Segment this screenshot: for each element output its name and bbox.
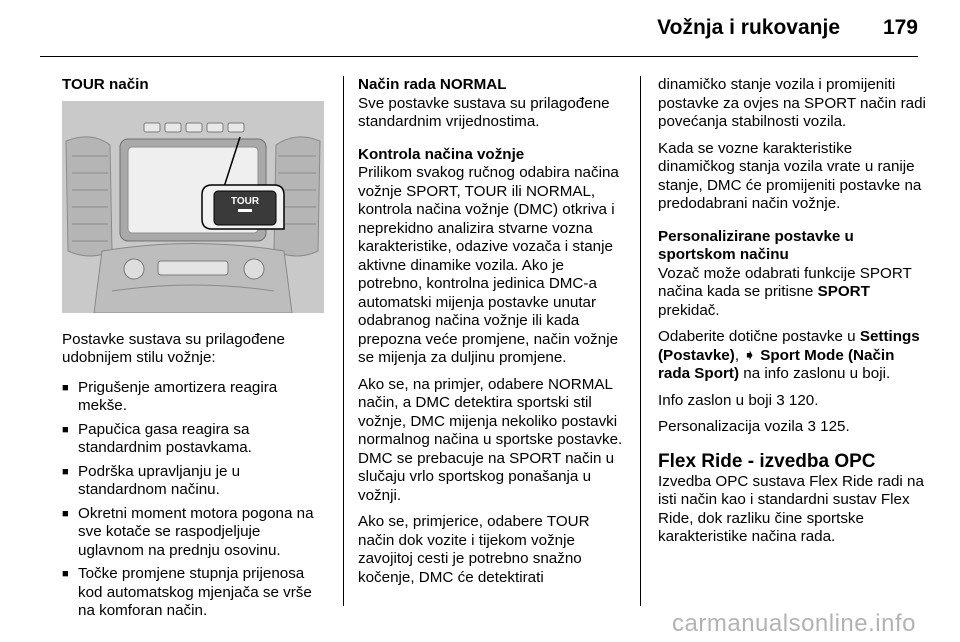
column-3 bbox=[658, 76, 926, 555]
tour-button-label: TOUR bbox=[230, 195, 260, 207]
page-number: 179 bbox=[882, 16, 918, 39]
personal-text: Vozač može odabrati funkcije SPORT načina kada se pritisne SPORT prekidač. bbox=[658, 264, 912, 319]
section-heading-control: Kontrola načina vožnje bbox=[358, 145, 525, 163]
info-reference: Info zaslon u boji 3 120. bbox=[658, 391, 819, 409]
page-reference-icon: 3 bbox=[807, 418, 816, 435]
sport-label: SPORT bbox=[817, 283, 870, 300]
control-para-3: Ako se, primjerice, odabere TOUR način dok vozite i tijekom vožnje zavojitoj cesti je potrebno snažno kočenje, DMC će detektirati bbox=[358, 513, 590, 586]
control-para-2: Ako se, na primjer, odabere NORMAL način, a DMC detektira sportski stil vožnje, DMC mijenja nekoliko postavki normalnog načina u sportske postavke. DMC se prebacuje na SPORT način u slučaju vrlo sportskog ponašanja u vožnji. bbox=[358, 375, 623, 504]
dashboard-illustration bbox=[62, 101, 324, 313]
watermark: carmanualsonline.info bbox=[672, 610, 916, 637]
arrow-icon: ➧ bbox=[743, 346, 757, 364]
dmc-para-1: dinamičko stanje vozila i promijeniti postavke za ovjes na SPORT način radi povećanja stabilnosti vozila. bbox=[658, 76, 926, 130]
normal-text: Sve postavke sustava su prilagođene standardnim vrijednostima. bbox=[358, 94, 610, 130]
list-item: ■ Papučica gasa reagira sa standardnim postavkama. bbox=[62, 421, 330, 458]
section-heading-normal: Način rada NORMAL bbox=[358, 76, 507, 93]
column-1 bbox=[62, 76, 330, 626]
section-heading-personal: Personalizirane postavke u sportskom načinu bbox=[658, 227, 854, 263]
page-header bbox=[0, 0, 960, 52]
page-reference-icon: 3 bbox=[776, 391, 785, 409]
header-divider bbox=[40, 56, 918, 57]
list-item: ■ Prigušenje amortizera reagira mekše. bbox=[62, 379, 330, 416]
flex-text: Izvedba OPC sustava Flex Ride radi na isti način kao i standardni sustav Flex Ride, dok razliku čine sportske karakteristike načina rada. bbox=[658, 472, 924, 545]
tour-bullet-list bbox=[62, 379, 330, 621]
left-vent-icon bbox=[66, 136, 112, 255]
list-item: ■ Točke promjene stupnja prijenosa kod automatskog mjenjača se vrše na komforan način. bbox=[62, 565, 330, 621]
list-item: ■ Podrška upravljanju je u standardnom načinu. bbox=[62, 463, 330, 500]
select-settings-text: Odaberite dotične postavke u Settings (Postavke), ➧ Sport Mode (Način rada Sport) na info zaslonu u boji. bbox=[658, 328, 920, 382]
column-2 bbox=[358, 76, 626, 595]
dmc-para-2: Kada se vozne karakteristike dinamičkog stanja vozila vrate u ranije stanje, DMC će promijeniti postavke na predodabrani način vožnje. bbox=[658, 139, 922, 212]
control-text: Prilikom svakog ručnog odabira načina vožnje SPORT, TOUR ili NORMAL, kontrola načina vožnje (DMC) otkriva i neprekidno analizira stvarne vozna karakteristike, odazive vozača i stanje aktivne dinamike vozila. Ako je potrebno, kontrolna jedinica DMC-a automatski mijenja postavke unutar odabranog načina vožnje ili kada prepozna veće promjene, način vožnje se mijenja za duljinu promjene. bbox=[358, 164, 619, 366]
column-divider-1 bbox=[343, 76, 344, 606]
section-heading-flex: Flex Ride - izvedba OPC bbox=[658, 450, 876, 472]
sport-mode-label: Sport Mode (Način rada Sport) bbox=[658, 346, 895, 382]
list-item: ■ Okretni moment motora pogona na sve kotače se raspodjeljuje uglavnom na prednju osovinu. bbox=[62, 505, 330, 561]
settings-label: Settings (Postavke) bbox=[658, 328, 920, 364]
chapter-title: Vožnja i rukovanje bbox=[657, 16, 840, 39]
personalization-reference: Personalizacija vozila 3 125. bbox=[658, 418, 850, 435]
tour-intro: Postavke sustava su prilagođene udobnijem stilu vožnje: bbox=[62, 330, 285, 366]
dashboard-image bbox=[62, 101, 324, 313]
section-heading-tour: TOUR način bbox=[62, 76, 149, 93]
column-divider-2 bbox=[640, 76, 641, 606]
